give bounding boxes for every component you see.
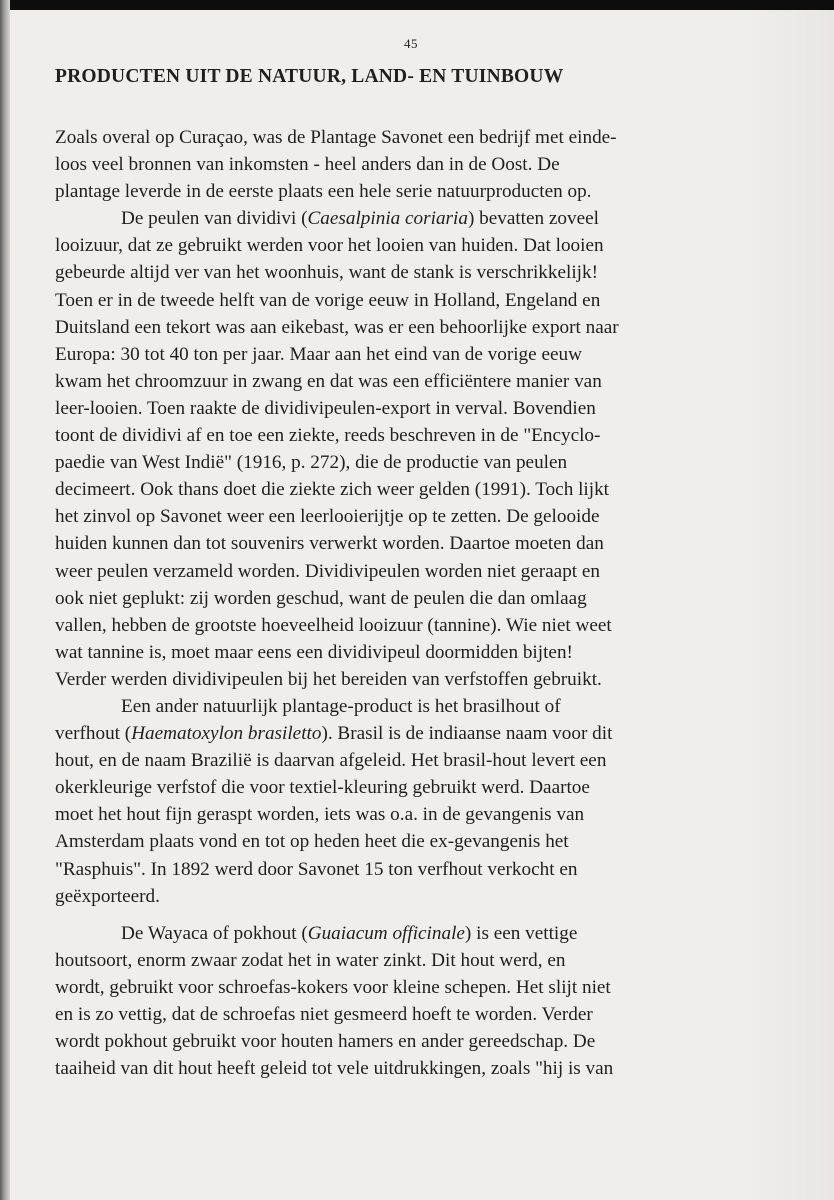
page-title: PRODUCTEN UIT DE NATUUR, LAND- EN TUINBOUW [55,66,564,87]
scan-border-left [0,0,10,1200]
text-line: ook niet geplukt: zij worden geschud, want de peulen die dan omlaag [55,587,587,609]
text-line: wordt, gebruikt voor schroefas-kokers voor kleine schepen. Het slijt niet [55,976,611,998]
text-line: Verder werden dividivipeulen bij het bereiden van verfstoffen gebruikt. [55,668,602,690]
text-line: vallen, hebben de grootste hoeveelheid looizuur (tannine). Wie niet weet [55,614,612,636]
text-line: het zinvol op Savonet weer een leerlooierijtje op te zetten. De gelooide [55,506,600,528]
document-page [55,36,767,1082]
text-line: wordt pokhout gebruikt voor houten hamers en ander gereedschap. De [55,1031,596,1053]
paragraph-pokhout [55,920,767,1083]
text-line: huiden kunnen dan tot souvenirs verwerkt worden. Daartoe moeten dan [55,533,604,555]
text-line: loos veel bronnen van inkomsten - heel anders dan in de Oost. De [55,154,560,176]
paragraph-dividivi [55,205,767,693]
text-line: houtsoort, enorm zwaar zodat het in water zinkt. Dit hout werd, en [55,949,566,971]
text-line: taaiheid van dit hout heeft geleid tot vele uitdrukkingen, zoals "hij is van [55,1058,614,1080]
paragraph-brasilhout [55,693,767,910]
text-line: Zoals overal op Curaçao, was de Plantage Savonet een bedrijf met einde- [55,127,617,148]
text-line: De Wayaca of pokhout (Guaiacum officinale) is een vettige [121,922,578,944]
text-line: kwam het chroomzuur in zwang en dat was een efficiëntere manier van [55,370,602,392]
latin-name: Guaiacum officinale [307,922,465,944]
text-line: en is zo vettig, dat de schroefas niet gesmeerd hoeft te worden. Verder [55,1004,593,1025]
text-line: Europa: 30 tot 40 ton per jaar. Maar aan het eind van de vorige eeuw [55,343,582,365]
text-line: paedie van West Indië" (1916, p. 272), die de productie van peulen [55,452,568,474]
text-line: "Rasphuis". In 1892 werd door Savonet 15 ton verfhout verkocht en [55,858,578,880]
paragraph-intro [55,124,767,205]
text-line: gebeurde altijd ver van het woonhuis, want de stank is verschrikkelijk! [55,262,598,284]
latin-name: Haematoxylon brasiletto [131,723,322,745]
text-line: Duitsland een tekort was aan eikebast, was er een behoorlijke export naar [55,316,619,338]
latin-name: Caesalpinia coriaria [307,208,468,230]
text-line: plantage leverde in de eerste plaats een hele serie natuurproducten op. [55,181,592,203]
text-line: verfhout (Haematoxylon brasiletto). Brasil is de indiaanse naam voor dit [55,723,613,745]
text-line: Een ander natuurlijk plantage-product is het brasilhout of [121,695,561,717]
text-line: Amsterdam plaats vond en tot op heden heet die ex-gevangenis het [55,831,569,853]
scan-border-top [0,0,834,10]
text-line: hout, en de naam Brazilië is daarvan afgeleid. Het brasil-hout levert een [55,750,607,772]
text-line: decimeert. Ook thans doet die ziekte zich weer gelden (1991). Toch lijkt [55,479,610,501]
text-line: Toen er in de tweede helft van de vorige eeuw in Holland, Engeland en [55,289,601,311]
page-number: 45 [404,36,418,51]
body-text [55,124,767,1082]
text-line: leer-looien. Toen raakte de dividivipeulen-export in verval. Bovendien [55,397,596,419]
text-line: moet het hout fijn geraspt worden, iets was o.a. in de gevangenis van [55,804,585,826]
text-line: wat tannine is, moet maar eens een dividivipeul doormidden bijten! [55,641,573,663]
text-line: De peulen van dividivi (Caesalpinia coriaria) bevatten zoveel [121,208,599,230]
text-line: geëxporteerd. [55,885,160,907]
text-line: looizuur, dat ze gebruikt werden voor het looien van huiden. Dat looien [55,235,604,257]
text-line: okerkleurige verfstof die voor textiel-kleuring gebruikt werd. Daartoe [55,777,590,799]
text-line: weer peulen verzameld worden. Dividivipeulen worden niet geraapt en [55,560,601,582]
text-line: toont de dividivi af en toe een ziekte, reeds beschreven in de "Encyclo- [55,425,601,447]
